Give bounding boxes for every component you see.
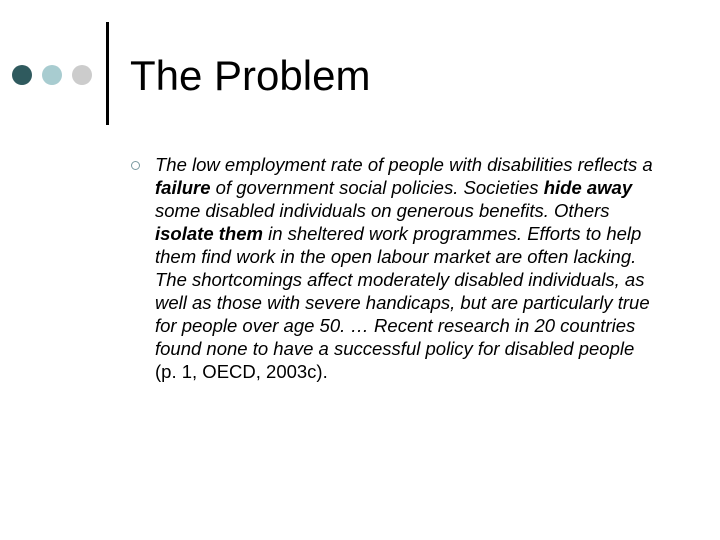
text-segment: of government social policies. Societies xyxy=(210,177,544,198)
decorative-dot-gray xyxy=(72,65,92,85)
slide-title: The Problem xyxy=(130,52,371,99)
text-segment: some disabled individuals on generous benefits. Others xyxy=(155,200,610,221)
title-divider-line xyxy=(106,22,109,125)
hollow-circle-bullet-icon xyxy=(131,161,140,170)
emphasis-isolate-them: isolate them xyxy=(155,223,263,244)
bullet-list xyxy=(131,153,671,383)
text-segment: The low employment rate of people with disabilities reflects a xyxy=(155,154,653,175)
bullet-item xyxy=(131,153,671,383)
emphasis-hide-away: hide away xyxy=(543,177,633,198)
bullet-text xyxy=(155,153,660,383)
emphasis-failure: failure xyxy=(155,177,211,198)
decorative-dot-light-teal xyxy=(42,65,62,85)
citation: (p. 1, OECD, 2003c). xyxy=(155,361,328,382)
decorative-dot-dark xyxy=(12,65,32,85)
text-segment: in sheltered work programmes. Efforts to help them find work in the open labour market are often lacking. The shortcomings affect moderately disabled individuals, as well as those with severe handicaps, but are particularly true for people over age 50. … Recent research in 20 countries found none to have a successful policy for disabled people xyxy=(155,223,650,359)
